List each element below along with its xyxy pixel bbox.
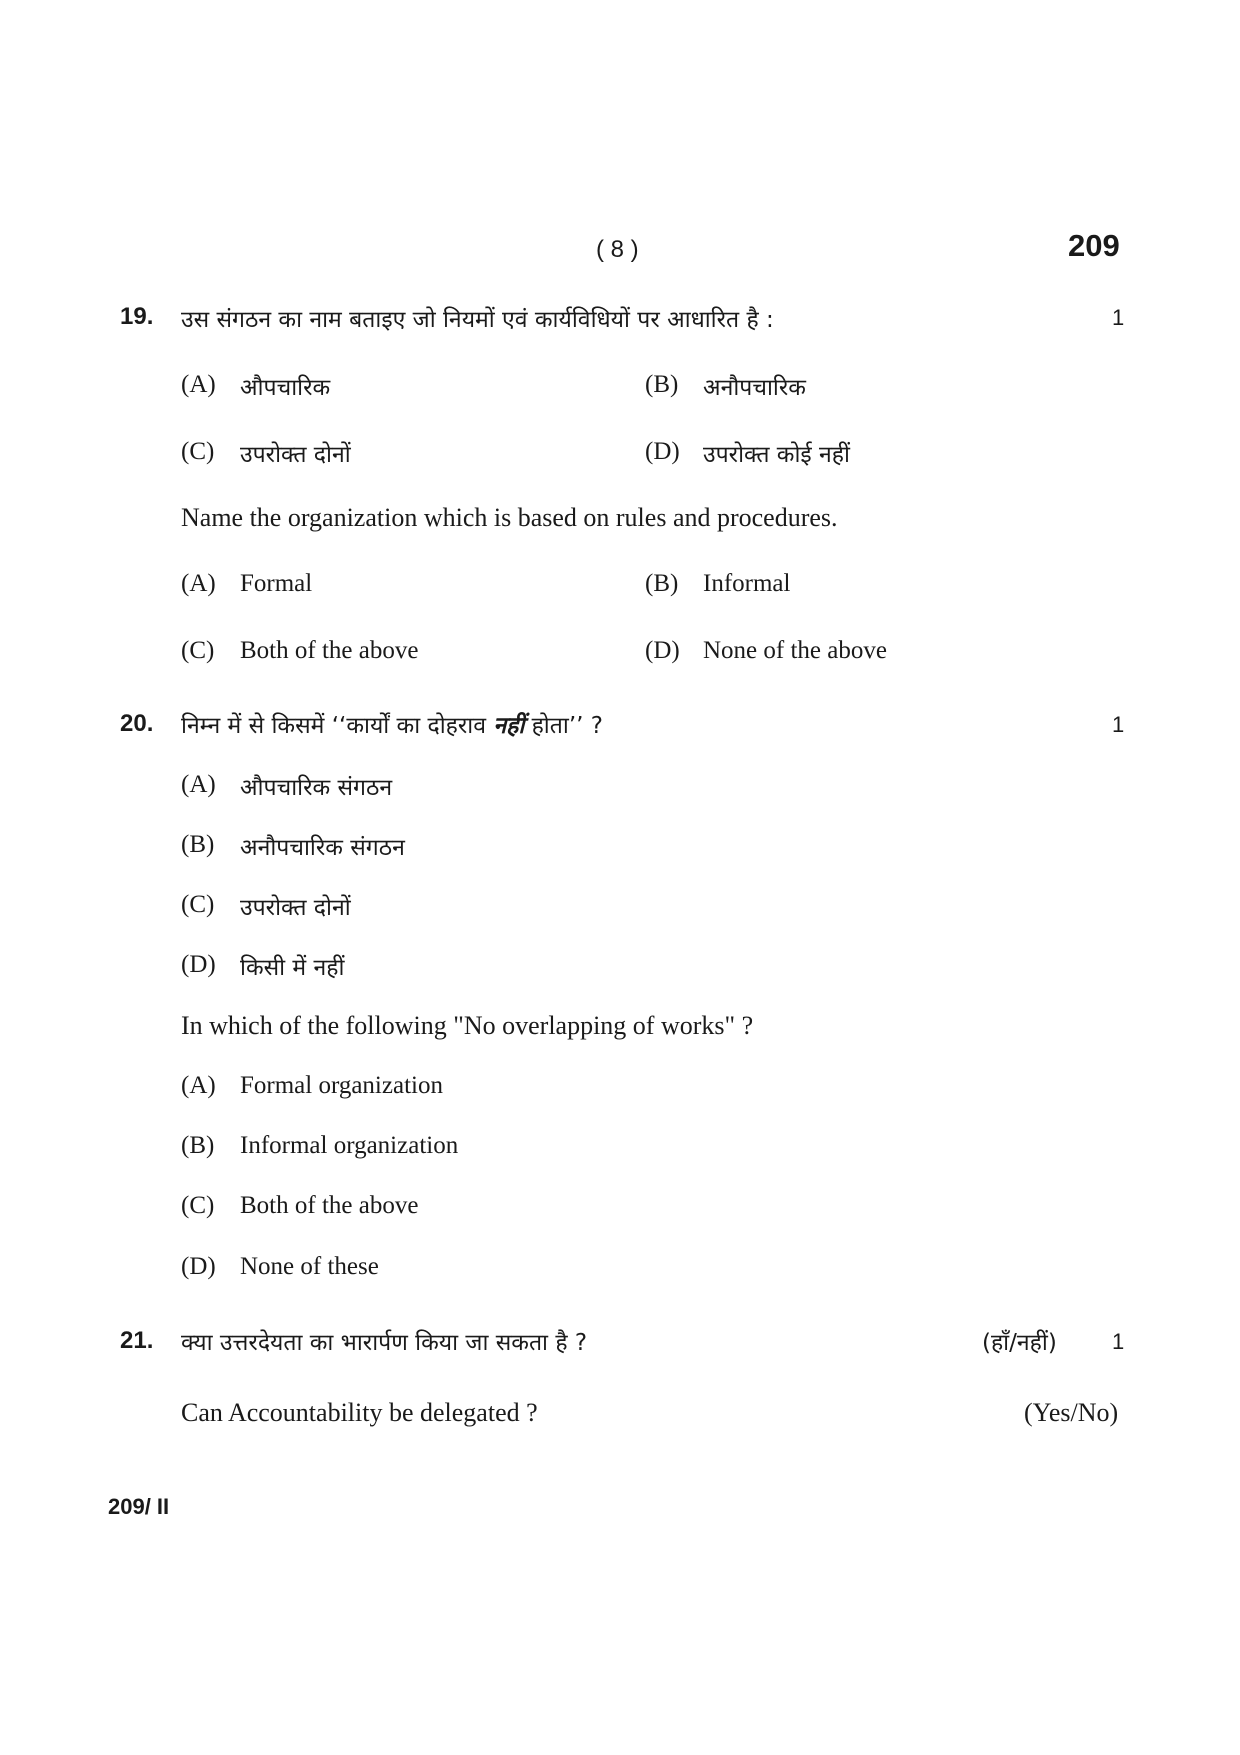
option-text: Formal xyxy=(240,570,313,597)
option-text-hindi: उपरोक्त दोनों xyxy=(240,442,351,468)
option-label: (D) xyxy=(645,637,680,664)
option-label: (C) xyxy=(181,891,215,918)
option-label: (D) xyxy=(645,438,680,465)
option-text-hindi: उपरोक्त दोनों xyxy=(240,895,351,921)
option-label: (A) xyxy=(181,771,216,798)
question-number: 21. xyxy=(120,1327,154,1354)
question-text-hindi: क्या उत्तरदेयता का भारार्पण किया जा सकता है ? xyxy=(181,1330,588,1356)
option-text-hindi: औपचारिक xyxy=(240,375,331,401)
option-text: Formal organization xyxy=(240,1072,443,1099)
option-label: (B) xyxy=(181,831,215,858)
option-label: (B) xyxy=(645,570,679,597)
question-text-english: Can Accountability be delegated ? xyxy=(181,1398,538,1427)
question-marks: 1 xyxy=(1112,305,1125,330)
paper-code-footer: 209/ II xyxy=(108,1494,170,1519)
option-label: (A) xyxy=(181,570,216,597)
option-label: (B) xyxy=(181,1132,215,1159)
answer-hint-english: (Yes/No) xyxy=(1024,1398,1119,1427)
option-text: None of the above xyxy=(703,637,887,664)
question-number: 20. xyxy=(120,710,154,737)
question-text-part: होता’’ ? xyxy=(524,713,603,739)
question-text-english: Name the organization which is based on rules and procedures. xyxy=(181,503,838,532)
question-text-english: In which of the following "No overlapping of works" ? xyxy=(181,1011,754,1040)
option-label: (A) xyxy=(181,371,216,398)
option-label: (C) xyxy=(181,438,215,465)
option-text-hindi: उपरोक्त कोई नहीं xyxy=(703,442,850,468)
question-text-hindi xyxy=(181,708,603,740)
question-text-hindi: उस संगठन का नाम बताइए जो नियमों एवं कार्यविधियों पर आधारित है : xyxy=(181,307,774,333)
option-label: (D) xyxy=(181,1253,216,1280)
option-text: None of these xyxy=(240,1253,379,1280)
option-text: Both of the above xyxy=(240,637,419,664)
question-marks: 1 xyxy=(1112,1329,1125,1354)
option-text: Informal xyxy=(703,570,791,597)
option-label: (C) xyxy=(181,1192,215,1219)
option-label: (C) xyxy=(181,637,215,664)
option-text-hindi: औपचारिक संगठन xyxy=(240,775,393,801)
option-text: Both of the above xyxy=(240,1192,419,1219)
question-number: 19. xyxy=(120,303,154,330)
option-label: (B) xyxy=(645,371,679,398)
option-text-hindi: अनौपचारिक संगठन xyxy=(240,835,405,861)
option-text-hindi: किसी में नहीं xyxy=(240,955,345,981)
answer-hint-hindi: (हाँ/नहीं) xyxy=(982,1330,1057,1356)
option-text: Informal organization xyxy=(240,1132,459,1159)
question-text-emphasis: नहीं xyxy=(493,713,525,739)
option-label: (D) xyxy=(181,951,216,978)
question-marks: 1 xyxy=(1112,712,1125,737)
option-label: (A) xyxy=(181,1072,216,1099)
page-number: ( 8 ) xyxy=(596,236,639,263)
paper-code-header: 209 xyxy=(1068,228,1120,263)
question-text-part: निम्न में से किसमें ‘‘कार्यों का दोहराव xyxy=(181,713,494,739)
option-text-hindi: अनौपचारिक xyxy=(703,375,806,401)
